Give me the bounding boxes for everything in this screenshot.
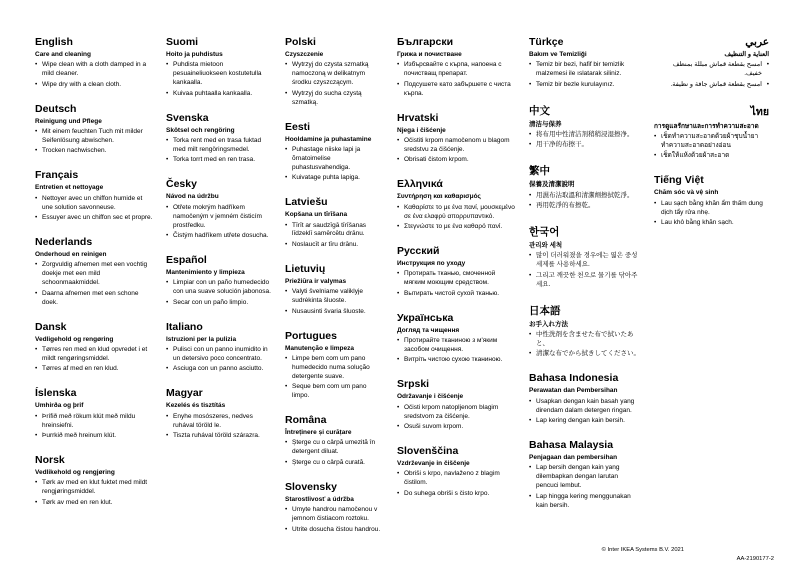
- care-subtitle-espanol: Mantenimiento y limpieza: [166, 268, 245, 276]
- instruction-item: • Čistým hadříkem utřete dosucha.: [166, 232, 272, 241]
- instruction-item: • Tīrīt ar saudzīgā tīrīšanas līdzeklī samērcētu drānu.: [285, 222, 384, 240]
- lang-section-japanese: [529, 303, 641, 360]
- instruction-item: • Lap bersih dengan kain yang dilembapkan dengan larutan pencuci lembut.: [529, 464, 641, 491]
- language-heading-korean: 한국어: [529, 226, 560, 239]
- language-heading-polski: Polski: [285, 36, 316, 48]
- instruction-list-francais: [35, 195, 153, 223]
- instruction-item: • Tørk av med en ren klut.: [35, 499, 153, 508]
- care-subtitle-ukrainska: Догляд та чищення: [397, 326, 460, 334]
- lang-section-korean: [529, 224, 641, 290]
- language-heading-lietuviu: Lietuvių: [285, 262, 326, 275]
- care-subtitle-srpski: Održavanje i čišćenje: [397, 393, 464, 401]
- instruction-list-thai: [654, 133, 769, 161]
- lang-section-italiano: [166, 321, 272, 375]
- instruction-list-slovensky: [285, 506, 384, 534]
- care-subtitle-polski: Czyszczenie: [285, 51, 324, 58]
- instruction-item: • امسح بقطعة قماش مبللة بمنظف خفيف.: [654, 61, 769, 79]
- instruction-list-portugues: [285, 355, 384, 401]
- instruction-item: • 再用乾淨的布擦乾。: [529, 202, 641, 211]
- care-subtitle-suomi: Hoito ja puhdistus: [166, 51, 223, 58]
- care-subtitle-magyar: Kezelés és tisztítás: [166, 402, 226, 410]
- language-heading-francais: Français: [35, 169, 79, 182]
- instruction-item: • Enyhe mosószeres, nedves ruhával töröld le.: [166, 413, 272, 431]
- instruction-item: • Lap hingga kering menggunakan kain bersih.: [529, 493, 641, 511]
- language-heading-italiano: Italiano: [166, 320, 203, 333]
- instruction-item: • Șterge cu o cârpă curată.: [285, 459, 384, 468]
- lang-section-bulgarski: [397, 36, 516, 99]
- language-heading-deutsch: Deutsch: [35, 102, 77, 115]
- lang-section-thai: [654, 103, 769, 162]
- lang-section-slovensky: [285, 481, 384, 535]
- lang-section-hrvatski: [397, 112, 516, 166]
- lang-section-eesti: [285, 121, 384, 184]
- instruction-item: • Избърсвайте с кърпа, напоена с почистващ препарат.: [397, 61, 516, 79]
- instruction-list-vietnamese: [654, 200, 769, 228]
- column-6: [654, 36, 769, 548]
- language-heading-romana: Româna: [285, 414, 327, 427]
- instruction-list-arabic: [654, 61, 769, 89]
- language-heading-svenska: Svenska: [166, 111, 209, 124]
- care-subtitle-romana: Întreținere și curățare: [285, 429, 352, 437]
- language-heading-russkiy: Русский: [397, 244, 440, 257]
- instruction-item: • Essuyer avec un chiffon sec et propre.: [35, 214, 153, 223]
- instruction-item: • Στεγνώστε το με ένα καθαρό πανί.: [397, 223, 516, 232]
- lang-section-islenska: [35, 387, 153, 441]
- instruction-list-deutsch: [35, 128, 153, 156]
- lang-section-vietnamese: [654, 174, 769, 228]
- care-subtitle-norsk: Vedlikehold og rengjøring: [35, 468, 115, 476]
- instruction-list-hrvatski: [397, 137, 516, 165]
- lang-section-polski: [285, 36, 384, 108]
- lang-section-dansk: [35, 321, 153, 375]
- instruction-item: • Otřete mokrým hadříkem namočeným v jemném čisticím prostředku.: [166, 204, 272, 231]
- care-subtitle-arabic: العناية و التنظيف: [724, 51, 769, 58]
- instruction-list-latviesu: [285, 222, 384, 250]
- instruction-item: • Lau khô bằng khăn sạch.: [654, 219, 769, 228]
- instruction-item: • Noslaucīt ar tīru drānu.: [285, 241, 384, 250]
- instruction-item: • 用濕布沾取溫和清潔劑擦拭乾淨。: [529, 192, 641, 201]
- instruction-item: • Вытирать чистой сухой тканью.: [397, 290, 516, 299]
- instruction-item: • Do suhega obriši s čisto krpo.: [397, 490, 516, 499]
- care-subtitle-turkce: Bakım ve Temizliği: [529, 51, 587, 58]
- column-2: [166, 36, 272, 548]
- instruction-item: • Nettoyer avec un chiffon humide et une solution savonneuse.: [35, 195, 153, 213]
- care-subtitle-slovensky: Starostlivosť a údržba: [285, 495, 354, 503]
- instruction-item: • 많이 더러워졌을 경우에는 엷은 중성세제를 사용하세요.: [529, 252, 641, 270]
- instruction-item: • Lap kering dengan kain bersih.: [529, 417, 641, 426]
- language-heading-suomi: Suomi: [166, 36, 199, 48]
- language-heading-cesky: Česky: [166, 178, 197, 191]
- lang-section-turkce: [529, 36, 641, 90]
- instruction-list-italiano: [166, 346, 272, 374]
- instruction-item: • Usapkan dengan kain basah yang direndam dalam detergen ringan.: [529, 398, 641, 416]
- instruction-item: • Secar con un paño limpio.: [166, 299, 272, 308]
- language-heading-ellinika: Ελληνικά: [397, 178, 443, 191]
- instruction-item: • 清潔な布でから拭きしてください。: [529, 350, 641, 359]
- instruction-item: • เช็ดทำความสะอาดด้วยผ้าชุบน้ำยาทำความสะอาดอย่างอ่อน: [654, 133, 769, 151]
- care-subtitle-hrvatski: Njega i čišćenje: [397, 126, 446, 134]
- language-heading-thai: ไทย: [750, 105, 769, 118]
- care-subtitle-slovenscina: Vzdrževanje in čiščenje: [397, 460, 470, 467]
- language-heading-bahasa-malaysia: Bahasa Malaysia: [529, 439, 614, 452]
- instruction-item: • 그리고 깨끗한 천으로 물기를 닦아주세요.: [529, 272, 641, 290]
- lang-section-norsk: [35, 454, 153, 508]
- instruction-list-polski: [285, 61, 384, 107]
- language-heading-slovenscina: Slovenščina: [397, 445, 459, 457]
- language-heading-english: English: [35, 36, 73, 48]
- instruction-item: • Valyti švelniame valiklyje sudrėkinta šluoste.: [285, 288, 384, 306]
- instruction-item: • Osuši suvom krpom.: [397, 423, 516, 432]
- document-number: AA-2190177-2: [736, 556, 774, 562]
- lang-section-chinese-simplified: [529, 103, 641, 151]
- lang-section-suomi: [166, 36, 272, 99]
- language-heading-japanese: 日本語: [529, 304, 561, 317]
- instruction-item: • Þurrkið með hreinum klút.: [35, 432, 153, 441]
- instruction-item: • Tiszta ruhával töröld szárazra.: [166, 432, 272, 441]
- instruction-list-japanese: [529, 331, 641, 359]
- instruction-list-bahasa-indonesia: [529, 398, 641, 426]
- language-heading-hrvatski: Hrvatski: [397, 111, 439, 124]
- care-subtitle-eesti: Hooldamine ja puhastamine: [285, 135, 372, 143]
- lang-section-bahasa-malaysia: [529, 439, 641, 511]
- instruction-list-ellinika: [397, 204, 516, 232]
- instruction-item: • Подсушете като забършете с чиста кърпа.: [397, 81, 516, 99]
- column-5: [529, 36, 641, 548]
- instruction-item: • 中性洗剤を含ませた布で拭いたあと、: [529, 331, 641, 349]
- instruction-item: • Obrisati čistom krpom.: [397, 156, 516, 165]
- lang-section-romana: [285, 414, 384, 468]
- instruction-item: • 用干净的布擦干。: [529, 141, 641, 150]
- instruction-item: • Trocken nachwischen.: [35, 147, 153, 156]
- instruction-item: • Zorgvuldig afnemen met een vochtig doekje met een mild schoonmaakmiddel.: [35, 261, 153, 288]
- instruction-list-nederlands: [35, 261, 153, 307]
- lang-section-srpski: [397, 378, 516, 432]
- instruction-list-korean: [529, 252, 641, 289]
- column-4: [397, 36, 516, 548]
- instruction-item: • Kuivatage puhta lapiga.: [285, 174, 384, 183]
- instruction-item: • Očistiti krpom namočenom u blagom sredstvu za čišćenje.: [397, 137, 516, 155]
- column-1: [35, 36, 153, 548]
- care-subtitle-italiano: Istruzioni per la pulizia: [166, 335, 237, 343]
- lang-section-arabic: [654, 36, 769, 90]
- language-heading-espanol: Español: [166, 253, 207, 266]
- care-subtitle-english: Care and cleaning: [35, 51, 91, 58]
- lang-section-nederlands: [35, 236, 153, 308]
- language-heading-latviesu: Latviešu: [285, 196, 328, 209]
- care-subtitle-russkiy: Инструкция по уходу: [397, 259, 466, 267]
- lang-section-espanol: [166, 254, 272, 308]
- instruction-item: • เช็ดให้แห้งด้วยผ้าสะอาด: [654, 152, 769, 161]
- instruction-list-islenska: [35, 413, 153, 441]
- care-subtitle-bulgarski: Грижа и почистване: [397, 51, 462, 58]
- language-heading-ukrainska: Українська: [397, 311, 454, 324]
- instruction-item: • Tørres af med en ren klud.: [35, 365, 153, 374]
- instruction-item: • Tørk av med en klut fuktet med mildt rengjøringsmiddel.: [35, 479, 153, 497]
- instruction-item: • Puhastage niiske lapi ja õrnatoimelise puhastusvahendiga.: [285, 146, 384, 173]
- instruction-list-chinese-simplified: [529, 131, 641, 150]
- care-subtitle-francais: Entretien et nettoyage: [35, 184, 104, 192]
- lang-section-magyar: [166, 387, 272, 441]
- care-subtitle-vietnamese: Chăm sóc và vệ sinh: [654, 189, 719, 197]
- instruction-item: • Șterge cu o cârpă umezită în detergent diluat.: [285, 439, 384, 457]
- instruction-list-ukrainska: [397, 337, 516, 365]
- instruction-item: • Pulisci con un panno inumidito in un detersivo poco concentrato.: [166, 346, 272, 364]
- language-heading-bahasa-indonesia: Bahasa Indonesia: [529, 372, 619, 385]
- instruction-list-norsk: [35, 479, 153, 507]
- instruction-item: • Wipe dry with a clean cloth.: [35, 81, 153, 90]
- instruction-item: • Puhdista mietoon pesuaineliuokseen kostutetulla kankaalla.: [166, 61, 272, 88]
- lang-section-chinese-traditional: [529, 163, 641, 211]
- care-subtitle-lietuviu: Priežiūra ir valymas: [285, 277, 347, 285]
- instruction-list-bahasa-malaysia: [529, 464, 641, 510]
- instruction-list-svenska: [166, 137, 272, 165]
- instruction-item: • Lau sạch bằng khăn ẩm thấm dung dịch tẩy rửa nhẹ.: [654, 200, 769, 218]
- instruction-item: • Mit einem feuchten Tuch mit milder Seifenlösung abwischen.: [35, 128, 153, 146]
- instruction-item: • Протирайте тканиною з м'яким засобом очищення.: [397, 337, 516, 355]
- lang-section-ellinika: [397, 178, 516, 232]
- language-heading-bulgarski: Български: [397, 36, 454, 48]
- instruction-item: • Utrite dosucha čistou handrou.: [285, 526, 384, 535]
- instruction-list-srpski: [397, 404, 516, 432]
- instruction-item: • 将布用中性清洁剂稍稍浸湿擦净。: [529, 131, 641, 140]
- care-subtitle-korean: 관리와 세척: [529, 242, 563, 250]
- language-heading-portugues: Portugues: [285, 329, 337, 342]
- instruction-item: • Asciuga con un panno asciutto.: [166, 365, 272, 374]
- language-heading-slovensky: Slovensky: [285, 480, 337, 493]
- instruction-list-dansk: [35, 346, 153, 374]
- language-heading-norsk: Norsk: [35, 453, 65, 466]
- instruction-list-slovenscina: [397, 470, 516, 498]
- instruction-item: • Limpiar con un paño humedecido con una suave solución jabonosa.: [166, 279, 272, 297]
- instruction-list-espanol: [166, 279, 272, 307]
- instruction-list-eesti: [285, 146, 384, 183]
- instruction-item: • Wytrzyj do sucha czystą szmatką.: [285, 90, 384, 108]
- instruction-item: • Temiz bir bezi, hafif bir temizlik malzemesi ile ıslatarak siliniz.: [529, 61, 641, 79]
- care-subtitle-thai: การดูแลรักษาและการทำความสะอาด: [654, 122, 759, 130]
- language-heading-islenska: Íslenska: [35, 387, 77, 400]
- care-subtitle-portugues: Manutenção e limpeza: [285, 344, 354, 352]
- instruction-item: • Torka torrt med en ren trasa.: [166, 156, 272, 165]
- instruction-item: • Витріть чистою сухою тканиною.: [397, 356, 516, 365]
- lang-section-cesky: [166, 178, 272, 241]
- language-heading-magyar: Magyar: [166, 387, 203, 400]
- care-subtitle-bahasa-indonesia: Perawatan dan Pembersihan: [529, 387, 618, 395]
- instruction-list-romana: [285, 439, 384, 467]
- language-heading-chinese-simplified: 中文: [529, 104, 550, 117]
- instruction-item: • Tørres ren med en klud opvredet i et mildt rengøringsmiddel.: [35, 346, 153, 364]
- lang-section-ukrainska: [397, 312, 516, 366]
- lang-section-slovenscina: [397, 445, 516, 499]
- lang-section-english: [35, 36, 153, 90]
- instruction-list-bulgarski: [397, 61, 516, 98]
- instruction-list-lietuviu: [285, 288, 384, 316]
- instruction-item: • Wipe clean with a cloth damped in a mild cleaner.: [35, 61, 153, 79]
- instruction-item: • Torka rent med en trasa fuktad med milt rengöringsmedel.: [166, 137, 272, 155]
- lang-section-lietuviu: [285, 263, 384, 317]
- instruction-item: • Καθαρίστε το με ένα πανί, μουσκεμένο σε ένα ελαφρύ απορρυπαντικό.: [397, 204, 516, 222]
- care-subtitle-ellinika: Συντήρηση και καθαρισμός: [397, 193, 481, 201]
- lang-section-svenska: [166, 112, 272, 166]
- care-subtitle-cesky: Návod na údržbu: [166, 193, 219, 201]
- instruction-item: • Þrífið með rökum klút með mildu hreinsiefni.: [35, 413, 153, 431]
- lang-section-latviesu: [285, 196, 384, 250]
- language-heading-srpski: Srpski: [397, 378, 430, 391]
- instruction-item: • Seque bem com um pano limpo.: [285, 383, 384, 401]
- instruction-item: • Kuivaa puhtaalla kankaalla.: [166, 90, 272, 99]
- care-subtitle-bahasa-malaysia: Penjagaan dan pembersihan: [529, 454, 618, 462]
- instruction-list-english: [35, 61, 153, 89]
- care-subtitle-chinese-traditional: 保養及清潔說明: [529, 181, 575, 189]
- instruction-list-magyar: [166, 413, 272, 441]
- instruction-item: • Nusausinti švaria šluoste.: [285, 308, 384, 317]
- instruction-item: • Temiz bir bezle kurulayınız.: [529, 81, 641, 90]
- language-heading-vietnamese: Tiếng Việt: [654, 174, 704, 187]
- column-3: [285, 36, 384, 548]
- language-heading-arabic: عربي: [745, 36, 769, 48]
- instruction-item: • Umyte handrou namočenou v jemnom čistiacom roztoku.: [285, 506, 384, 524]
- instruction-item: • امسح بقطعة قماش جافة و نظيفة.: [654, 81, 769, 90]
- care-subtitle-svenska: Skötsel och rengöring: [166, 126, 235, 134]
- care-subtitle-nederlands: Onderhoud en reinigen: [35, 251, 107, 259]
- language-heading-chinese-traditional: 繁中: [529, 165, 550, 178]
- care-subtitle-dansk: Vedligehold og rengøring: [35, 335, 114, 343]
- instruction-item: • Limpe bem com um pano humedecido numa solução detergente suave.: [285, 355, 384, 382]
- language-heading-eesti: Eesti: [285, 120, 311, 133]
- instruction-item: • Wytrzyj do czysta szmatką namoczoną w delikatnym środku czyszczącym.: [285, 61, 384, 88]
- lang-section-francais: [35, 169, 153, 223]
- instruction-list-cesky: [166, 204, 272, 241]
- instruction-item: • Протирать тканью, смоченной мягким моющим средством.: [397, 270, 516, 288]
- care-subtitle-islenska: Umhirða og þrif: [35, 402, 84, 410]
- language-heading-nederlands: Nederlands: [35, 236, 93, 249]
- instruction-list-suomi: [166, 61, 272, 98]
- instruction-list-russkiy: [397, 270, 516, 298]
- care-subtitle-chinese-simplified: 清洁与保养: [529, 120, 562, 128]
- language-heading-turkce: Türkçe: [529, 36, 564, 48]
- lang-section-russkiy: [397, 245, 516, 299]
- lang-section-portugues: [285, 330, 384, 402]
- lang-section-deutsch: [35, 103, 153, 157]
- lang-section-bahasa-indonesia: [529, 372, 641, 426]
- instruction-item: • Očisti krpom natopljenom blagim sredstvom za čišćenje.: [397, 404, 516, 422]
- instruction-item: • Obriši s krpo, navlaženo z blagim čistilom.: [397, 470, 516, 488]
- instruction-list-chinese-traditional: [529, 192, 641, 211]
- care-subtitle-deutsch: Reinigung und Pflege: [35, 117, 102, 125]
- instruction-item: • Daarna afnemen met een schone doek.: [35, 290, 153, 308]
- instruction-list-turkce: [529, 61, 641, 89]
- care-subtitle-latviesu: Kopšana un tīrīšana: [285, 211, 348, 219]
- language-heading-dansk: Dansk: [35, 320, 67, 333]
- copyright-notice: © Inter IKEA Systems B.V. 2021: [601, 547, 684, 553]
- care-subtitle-japanese: お手入れ方法: [529, 320, 568, 328]
